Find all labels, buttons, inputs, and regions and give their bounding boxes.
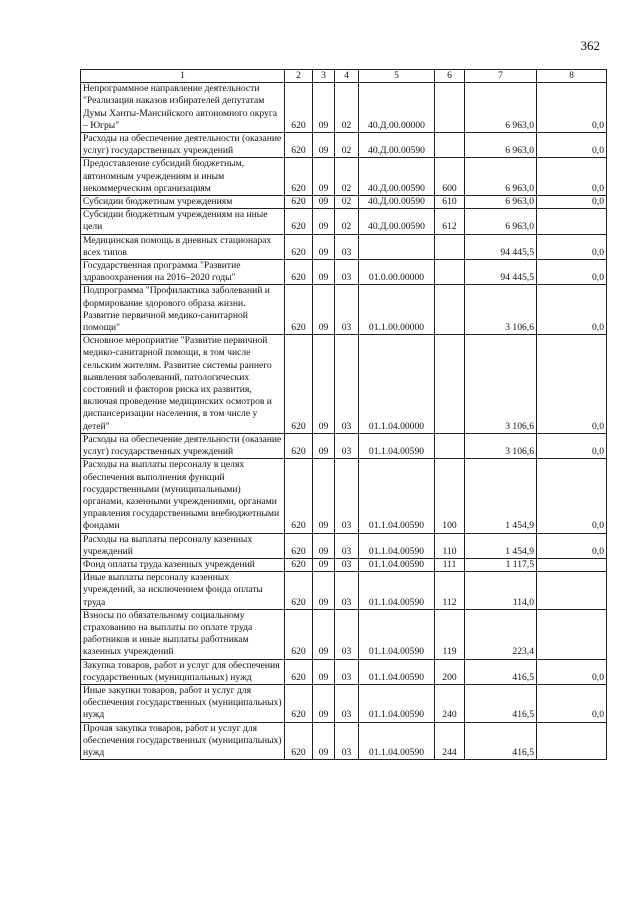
- ministry-code-cell: 620: [285, 234, 313, 259]
- expense-type-cell: 244: [435, 722, 465, 760]
- expense-type-cell: [435, 234, 465, 259]
- ministry-code-cell: 620: [285, 609, 313, 659]
- target-article-cell: 01.1.04.00590: [359, 684, 435, 722]
- amount-federal-cell: 0,0: [537, 285, 607, 335]
- subsection-cell: 03: [335, 459, 359, 533]
- header-cell: 6: [435, 70, 465, 83]
- section-cell: 09: [313, 722, 335, 760]
- section-cell: 09: [313, 609, 335, 659]
- target-article-cell: 01.1.04.00590: [359, 609, 435, 659]
- row-name-cell: Иные выплаты персоналу казенных учреждений, за исключением фонда оплаты труда: [81, 572, 285, 610]
- section-cell: 09: [313, 572, 335, 610]
- section-cell: 09: [313, 260, 335, 285]
- amount-federal-cell: [537, 609, 607, 659]
- budget-table: [80, 69, 607, 760]
- section-cell: 09: [313, 459, 335, 533]
- subsection-cell: 03: [335, 684, 359, 722]
- header-cell: 1: [81, 70, 285, 83]
- row-name-cell: Расходы на выплаты персоналу казенных учреждений: [81, 533, 285, 558]
- ministry-code-cell: 620: [285, 558, 313, 571]
- amount-cell: 416,5: [465, 722, 537, 760]
- row-name-cell: Медицинская помощь в дневных стационарах всех типов: [81, 234, 285, 259]
- target-article-cell: 40.Д.00.00590: [359, 158, 435, 196]
- amount-federal-cell: [537, 558, 607, 571]
- subsection-cell: 03: [335, 433, 359, 458]
- section-cell: 09: [313, 533, 335, 558]
- subsection-cell: 03: [335, 335, 359, 434]
- ministry-code-cell: 620: [285, 533, 313, 558]
- table-row: [81, 83, 607, 133]
- target-article-cell: 01.1.04.00590: [359, 459, 435, 533]
- row-name-cell: Расходы на обеспечение деятельности (оказание услуг) государственных учреждений: [81, 433, 285, 458]
- expense-type-cell: 612: [435, 209, 465, 234]
- amount-federal-cell: [537, 209, 607, 234]
- header-cell: 7: [465, 70, 537, 83]
- amount-federal-cell: 0,0: [537, 260, 607, 285]
- expense-type-cell: 610: [435, 196, 465, 209]
- section-cell: 09: [313, 234, 335, 259]
- section-cell: 09: [313, 684, 335, 722]
- amount-federal-cell: 0,0: [537, 433, 607, 458]
- section-cell: 09: [313, 83, 335, 133]
- expense-type-cell: [435, 285, 465, 335]
- subsection-cell: 03: [335, 609, 359, 659]
- row-name-cell: Подпрограмма "Профилактика заболеваний и формирование здорового образа жизни. Развитие первичной медико-санитарной помощи": [81, 285, 285, 335]
- subsection-cell: 03: [335, 558, 359, 571]
- ministry-code-cell: 620: [285, 572, 313, 610]
- subsection-cell: 03: [335, 260, 359, 285]
- section-cell: 09: [313, 285, 335, 335]
- subsection-cell: 02: [335, 158, 359, 196]
- expense-type-cell: 100: [435, 459, 465, 533]
- ministry-code-cell: 620: [285, 684, 313, 722]
- subsection-cell: 02: [335, 209, 359, 234]
- amount-cell: 416,5: [465, 659, 537, 684]
- subsection-cell: 03: [335, 234, 359, 259]
- table-row: [81, 609, 607, 659]
- table-row: [81, 684, 607, 722]
- table-row: [81, 285, 607, 335]
- amount-federal-cell: 0,0: [537, 684, 607, 722]
- row-name-cell: Иные закупки товаров, работ и услуг для обеспечения государственных (муниципальных) нужд: [81, 684, 285, 722]
- subsection-cell: 03: [335, 659, 359, 684]
- row-name-cell: Расходы на выплаты персоналу в целях обеспечения выполнения функций государственными (муниципальными) органами, казенными учреждениями, органами управления государственными внебюджетными фондами: [81, 459, 285, 533]
- ministry-code-cell: 620: [285, 83, 313, 133]
- amount-cell: 1 117,5: [465, 558, 537, 571]
- ministry-code-cell: 620: [285, 335, 313, 434]
- expense-type-cell: [435, 433, 465, 458]
- amount-federal-cell: 0,0: [537, 83, 607, 133]
- section-cell: 09: [313, 433, 335, 458]
- header-row: [81, 70, 607, 83]
- ministry-code-cell: 620: [285, 433, 313, 458]
- table-row: [81, 335, 607, 434]
- expense-type-cell: 240: [435, 684, 465, 722]
- table-row: [81, 133, 607, 158]
- target-article-cell: 01.1.04.00590: [359, 722, 435, 760]
- section-cell: 09: [313, 196, 335, 209]
- expense-type-cell: 111: [435, 558, 465, 571]
- target-article-cell: 40.Д.00.00590: [359, 196, 435, 209]
- table-row: [81, 533, 607, 558]
- header-cell: 2: [285, 70, 313, 83]
- ministry-code-cell: 620: [285, 285, 313, 335]
- subsection-cell: 03: [335, 285, 359, 335]
- target-article-cell: 01.1.00.00000: [359, 285, 435, 335]
- ministry-code-cell: 620: [285, 133, 313, 158]
- section-cell: 09: [313, 158, 335, 196]
- expense-type-cell: [435, 133, 465, 158]
- amount-cell: 6 963,0: [465, 196, 537, 209]
- header-cell: 8: [537, 70, 607, 83]
- target-article-cell: 01.0.00.00000: [359, 260, 435, 285]
- expense-type-cell: 200: [435, 659, 465, 684]
- amount-federal-cell: 0,0: [537, 234, 607, 259]
- target-article-cell: 40.Д.00.00000: [359, 83, 435, 133]
- target-article-cell: 01.1.04.00590: [359, 433, 435, 458]
- table-row: [81, 196, 607, 209]
- section-cell: 09: [313, 133, 335, 158]
- subsection-cell: 02: [335, 196, 359, 209]
- row-name-cell: Непрограммное направление деятельности "Реализация наказов избирателей депутатам Думы Ханты-Мансийского автономного округа – Югры": [81, 83, 285, 133]
- ministry-code-cell: 620: [285, 209, 313, 234]
- amount-cell: 6 963,0: [465, 209, 537, 234]
- section-cell: 09: [313, 558, 335, 571]
- row-name-cell: Предоставление субсидий бюджетным, автономным учреждениям и иным некоммерческим организациям: [81, 158, 285, 196]
- amount-cell: 6 963,0: [465, 133, 537, 158]
- table-row: [81, 572, 607, 610]
- target-article-cell: 01.1.04.00590: [359, 659, 435, 684]
- amount-federal-cell: [537, 572, 607, 610]
- row-name-cell: Субсидии бюджетным учреждениям: [81, 196, 285, 209]
- amount-cell: 3 106,6: [465, 433, 537, 458]
- expense-type-cell: 112: [435, 572, 465, 610]
- amount-cell: 3 106,6: [465, 335, 537, 434]
- ministry-code-cell: 620: [285, 459, 313, 533]
- amount-federal-cell: 0,0: [537, 133, 607, 158]
- header-cell: 5: [359, 70, 435, 83]
- target-article-cell: 40.Д.00.00590: [359, 133, 435, 158]
- subsection-cell: 02: [335, 83, 359, 133]
- row-name-cell: Основное мероприятие "Развитие первичной медико-санитарной помощи, в том числе сельским жителям. Развитие системы раннего выявления заболеваний, патологических состояний и факторов риска их развития, включая проведение медицинских осмотров и диспансеризации населения, в том числе у детей": [81, 335, 285, 434]
- amount-cell: 1 454,9: [465, 459, 537, 533]
- amount-federal-cell: [537, 722, 607, 760]
- table-row: [81, 234, 607, 259]
- row-name-cell: Субсидии бюджетным учреждениям на иные цели: [81, 209, 285, 234]
- row-name-cell: Прочая закупка товаров, работ и услуг для обеспечения государственных (муниципальных) нужд: [81, 722, 285, 760]
- section-cell: 09: [313, 659, 335, 684]
- amount-federal-cell: 0,0: [537, 533, 607, 558]
- subsection-cell: 03: [335, 722, 359, 760]
- table-row: [81, 209, 607, 234]
- amount-federal-cell: 0,0: [537, 459, 607, 533]
- expense-type-cell: 110: [435, 533, 465, 558]
- amount-federal-cell: 0,0: [537, 196, 607, 209]
- row-name-cell: Государственная программа "Развитие здравоохранения на 2016–2020 годы": [81, 260, 285, 285]
- target-article-cell: 40.Д.00.00590: [359, 209, 435, 234]
- table-row: [81, 459, 607, 533]
- target-article-cell: 01.1.04.00590: [359, 558, 435, 571]
- amount-cell: 223,4: [465, 609, 537, 659]
- page-number: 362: [580, 38, 600, 53]
- subsection-cell: 02: [335, 133, 359, 158]
- expense-type-cell: 119: [435, 609, 465, 659]
- amount-cell: 94 445,5: [465, 234, 537, 259]
- amount-cell: 6 963,0: [465, 83, 537, 133]
- amount-cell: 6 963,0: [465, 158, 537, 196]
- subsection-cell: 03: [335, 533, 359, 558]
- target-article-cell: [359, 234, 435, 259]
- expense-type-cell: [435, 335, 465, 434]
- amount-cell: 114,0: [465, 572, 537, 610]
- amount-cell: 1 454,9: [465, 533, 537, 558]
- section-cell: 09: [313, 335, 335, 434]
- section-cell: 09: [313, 209, 335, 234]
- table-row: [81, 558, 607, 571]
- target-article-cell: 01.1.04.00000: [359, 335, 435, 434]
- expense-type-cell: [435, 83, 465, 133]
- amount-cell: 3 106,6: [465, 285, 537, 335]
- table-row: [81, 158, 607, 196]
- row-name-cell: Закупка товаров, работ и услуг для обеспечения государственных (муниципальных) нужд: [81, 659, 285, 684]
- amount-cell: 94 445,5: [465, 260, 537, 285]
- row-name-cell: Фонд оплаты труда казенных учреждений: [81, 558, 285, 571]
- expense-type-cell: [435, 260, 465, 285]
- target-article-cell: 01.1.04.00590: [359, 572, 435, 610]
- amount-cell: 416,5: [465, 684, 537, 722]
- target-article-cell: 01.1.04.00590: [359, 533, 435, 558]
- table-row: [81, 722, 607, 760]
- ministry-code-cell: 620: [285, 158, 313, 196]
- ministry-code-cell: 620: [285, 196, 313, 209]
- ministry-code-cell: 620: [285, 659, 313, 684]
- table-row: [81, 659, 607, 684]
- amount-federal-cell: 0,0: [537, 335, 607, 434]
- subsection-cell: 03: [335, 572, 359, 610]
- expense-type-cell: 600: [435, 158, 465, 196]
- table-row: [81, 260, 607, 285]
- row-name-cell: Расходы на обеспечение деятельности (оказание услуг) государственных учреждений: [81, 133, 285, 158]
- amount-federal-cell: 0,0: [537, 158, 607, 196]
- header-cell: 4: [335, 70, 359, 83]
- row-name-cell: Взносы по обязательному социальному страхованию на выплаты по оплате труда работников и иные выплаты работникам казенных учреждений: [81, 609, 285, 659]
- amount-federal-cell: 0,0: [537, 659, 607, 684]
- ministry-code-cell: 620: [285, 722, 313, 760]
- ministry-code-cell: 620: [285, 260, 313, 285]
- table-row: [81, 433, 607, 458]
- header-cell: 3: [313, 70, 335, 83]
